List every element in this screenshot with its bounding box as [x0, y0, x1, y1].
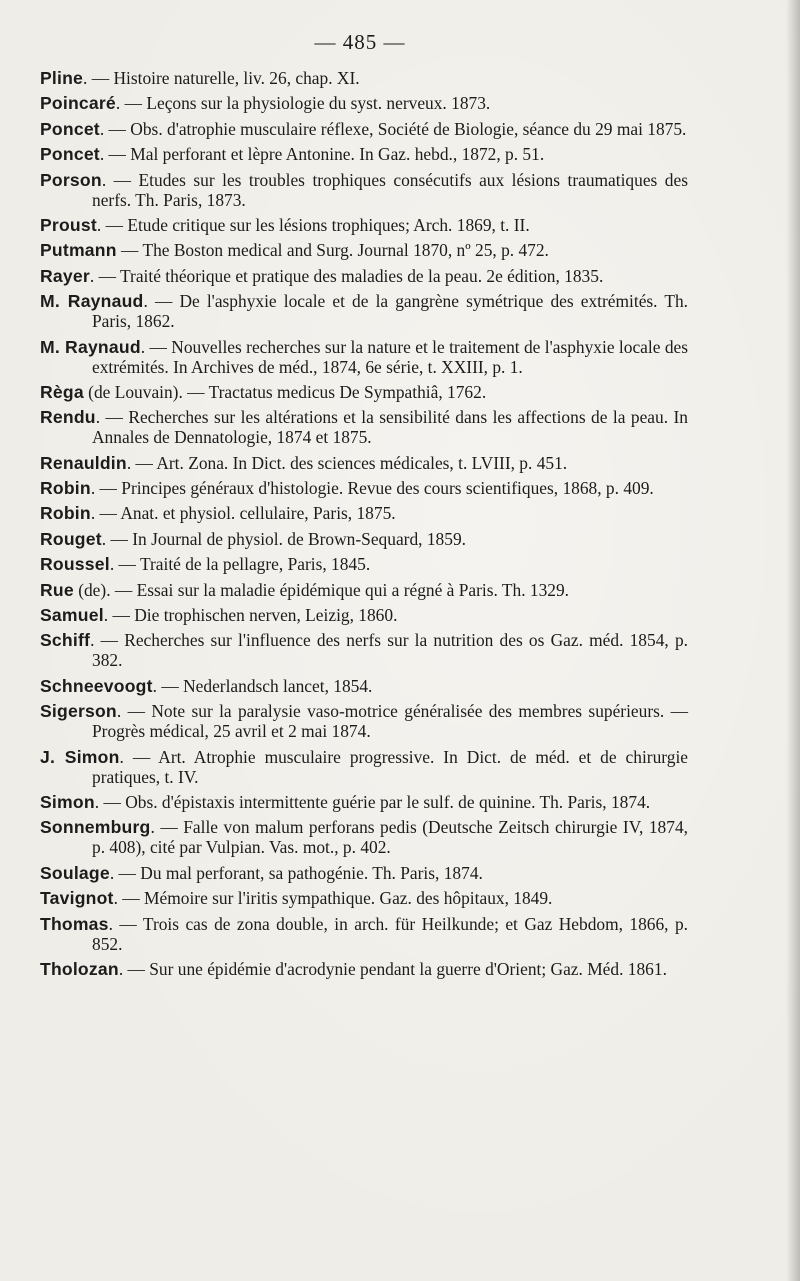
bibliography-entry: [40, 554, 688, 574]
entry-text: . — Art. Zona. In Dict. des sciences médicales, t. LVIII, p. 451.: [126, 452, 568, 473]
bibliography-entry: [40, 453, 688, 473]
entry-author: M. Raynaud: [40, 291, 144, 312]
page-edge-shadow: [786, 0, 800, 1281]
entry-author: Proust: [40, 214, 97, 235]
entry-text: . — In Journal de physiol. de Brown-Sequard, 1859.: [101, 528, 466, 549]
entry-author: Rendu: [40, 407, 96, 428]
entry-text: . — Essai sur la maladie épidémique qui a régné à Paris. Th. 1329.: [106, 579, 570, 600]
entry-author: Renauldin: [40, 452, 127, 473]
entry-author: Sigerson: [40, 701, 117, 722]
bibliography-entry: [40, 888, 688, 908]
entry-text: . — Trois cas de zona double, in arch. für Heilkunde; et Gaz Hebdom, 1866, p. 852.: [92, 913, 688, 954]
entry-text: . — Die trophischen nerven, Leizig, 1860.: [103, 605, 398, 626]
bibliography-list: [40, 68, 688, 984]
entry-author: Pline: [40, 68, 84, 88]
entry-text: . — Mémoire sur l'iritis sympathique. Gaz. des hôpitaux, 1849.: [113, 888, 553, 909]
entry-author: Poncet: [40, 118, 100, 139]
entry-author: Tholozan: [40, 958, 119, 979]
entry-author: Poncet: [40, 144, 100, 165]
bibliography-entry: [40, 337, 688, 377]
entry-author: Roussel: [40, 554, 110, 575]
entry-author: Soulage: [40, 862, 110, 883]
entry-text: . — Etudes sur les troubles trophiques consécutifs aux lésions traumatiques des nerfs. Th. Paris, 1873.: [92, 169, 688, 210]
entry-author: Robin: [40, 503, 91, 524]
bibliography-entry: [40, 215, 688, 235]
entry-author: Robin: [40, 478, 91, 499]
entry-author: Tavignot: [40, 888, 114, 909]
entry-text: . — Nederlandsch lancet, 1854.: [152, 675, 373, 696]
entry-author: Putmann: [40, 240, 117, 261]
entry-author: Samuel: [40, 605, 104, 626]
entry-text: . — Anat. et physiol. cellulaire, Paris, 1875.: [90, 503, 396, 524]
bibliography-entry: [40, 407, 688, 447]
page-number: — 485 —: [314, 30, 406, 54]
entry-author: J. Simon: [40, 746, 120, 767]
entry-text: — The Boston medical and Surg. Journal 1870, nº 25, p. 472.: [116, 240, 549, 261]
entry-text: . — Nouvelles recherches sur la nature et le traitement de l'asphyxie locale des extrémités. In Archives de méd., 1874, 6e série, t. XXIII, p. 1.: [92, 336, 688, 377]
bibliography-entry: [40, 676, 688, 696]
bibliography-entry: [40, 266, 688, 286]
entry-text: . — Note sur la paralysie vaso-motrice généralisée des membres supérieurs. — Progrès médical, 25 avril et 2 mai 1874.: [92, 701, 688, 742]
entry-author: Poincaré: [40, 93, 116, 114]
bibliography-entry: [40, 382, 688, 402]
entry-text: . — Du mal perforant, sa pathogénie. Th. Paris, 1874.: [109, 862, 483, 883]
entry-author: Rue: [40, 579, 74, 600]
entry-author: Porson: [40, 169, 102, 190]
entry-text: . — Recherches sur l'influence des nerfs sur la nutrition des os Gaz. méd. 1854, p. 382.: [90, 630, 688, 671]
bibliography-entry: [40, 144, 688, 164]
entry-text: . — Histoire naturelle, liv. 26, chap. XI.: [83, 68, 360, 88]
entry-author: M. Raynaud: [40, 336, 141, 357]
entry-author: Règa: [40, 381, 84, 402]
bibliography-entry: [40, 747, 688, 787]
bibliography-entry: [40, 792, 688, 812]
bibliography-entry: [40, 93, 688, 113]
bibliography-entry: [40, 240, 688, 260]
entry-text: . — Principes généraux d'histologie. Revue des cours scientifiques, 1868, p. 409.: [90, 478, 654, 499]
entry-text: . — Obs. d'atrophie musculaire réflexe, Société de Biologie, séance du 29 mai 1875.: [99, 118, 687, 139]
entry-author: Schneevoogt: [40, 675, 153, 696]
bibliography-entry: [40, 580, 688, 600]
entry-author: Sonnemburg: [40, 817, 151, 838]
bibliography-entry: [40, 605, 688, 625]
entry-author: Rayer: [40, 265, 90, 286]
bibliography-entry: [40, 817, 688, 857]
bibliography-entry: [40, 119, 688, 139]
bibliography-entry: [40, 68, 688, 88]
entry-author: Simon: [40, 791, 95, 812]
entry-text: . — Obs. d'épistaxis intermittente guérie par le sulf. de quinine. Th. Paris, 1874.: [94, 791, 651, 812]
bibliography-entry: [40, 478, 688, 498]
entry-author: Thomas: [40, 913, 109, 934]
bibliography-entry: [40, 170, 688, 210]
bibliography-entry: [40, 914, 688, 954]
bibliography-entry: [40, 630, 688, 670]
entry-text: . — Leçons sur la physiologie du syst. nerveux. 1873.: [115, 93, 491, 114]
entry-text: . — Traité de la pellagre, Paris, 1845.: [109, 554, 371, 575]
entry-author-qualifier: (de Louvain): [83, 381, 179, 402]
bibliography-entry: [40, 701, 688, 741]
entry-author-qualifier: (de): [73, 579, 107, 600]
entry-author: Schiff: [40, 630, 91, 651]
entry-author: Rouget: [40, 528, 102, 549]
entry-text: . — Traité théorique et pratique des maladies de la peau. 2e édition, 1835.: [89, 265, 604, 286]
entry-text: . — Falle von malum perforans pedis (Deutsche Zeitsch chirurgie IV, 1874, p. 408), cité par Vulpian. Vas. mot., p. 402.: [92, 817, 688, 858]
entry-text: . — De l'asphyxie locale et de la gangrène symétrique des extrémités. Th. Paris, 1862.: [92, 291, 688, 332]
entry-text: . — Art. Atrophie musculaire progressive. In Dict. de méd. et de chirurgie pratiques, t. IV.: [92, 746, 688, 787]
bibliography-entry: [40, 959, 688, 979]
entry-text: . — Sur une épidémie d'acrodynie pendant la guerre d'Orient; Gaz. Méd. 1861.: [118, 958, 667, 979]
entry-text: . — Etude critique sur les lésions trophiques; Arch. 1869, t. II.: [96, 214, 530, 235]
bibliography-entry: [40, 291, 688, 331]
bibliography-entry: [40, 503, 688, 523]
entry-text: . — Recherches sur les altérations et la sensibilité dans les affections de la peau. In Annales de Dennatologie, 1874 et 1875.: [92, 407, 688, 448]
entry-text: . — Tractatus medicus De Sympathiâ, 1762.: [178, 381, 487, 402]
bibliography-entry: [40, 863, 688, 883]
bibliography-entry: [40, 529, 688, 549]
entry-text: . — Mal perforant et lèpre Antonine. In Gaz. hebd., 1872, p. 51.: [99, 144, 545, 165]
